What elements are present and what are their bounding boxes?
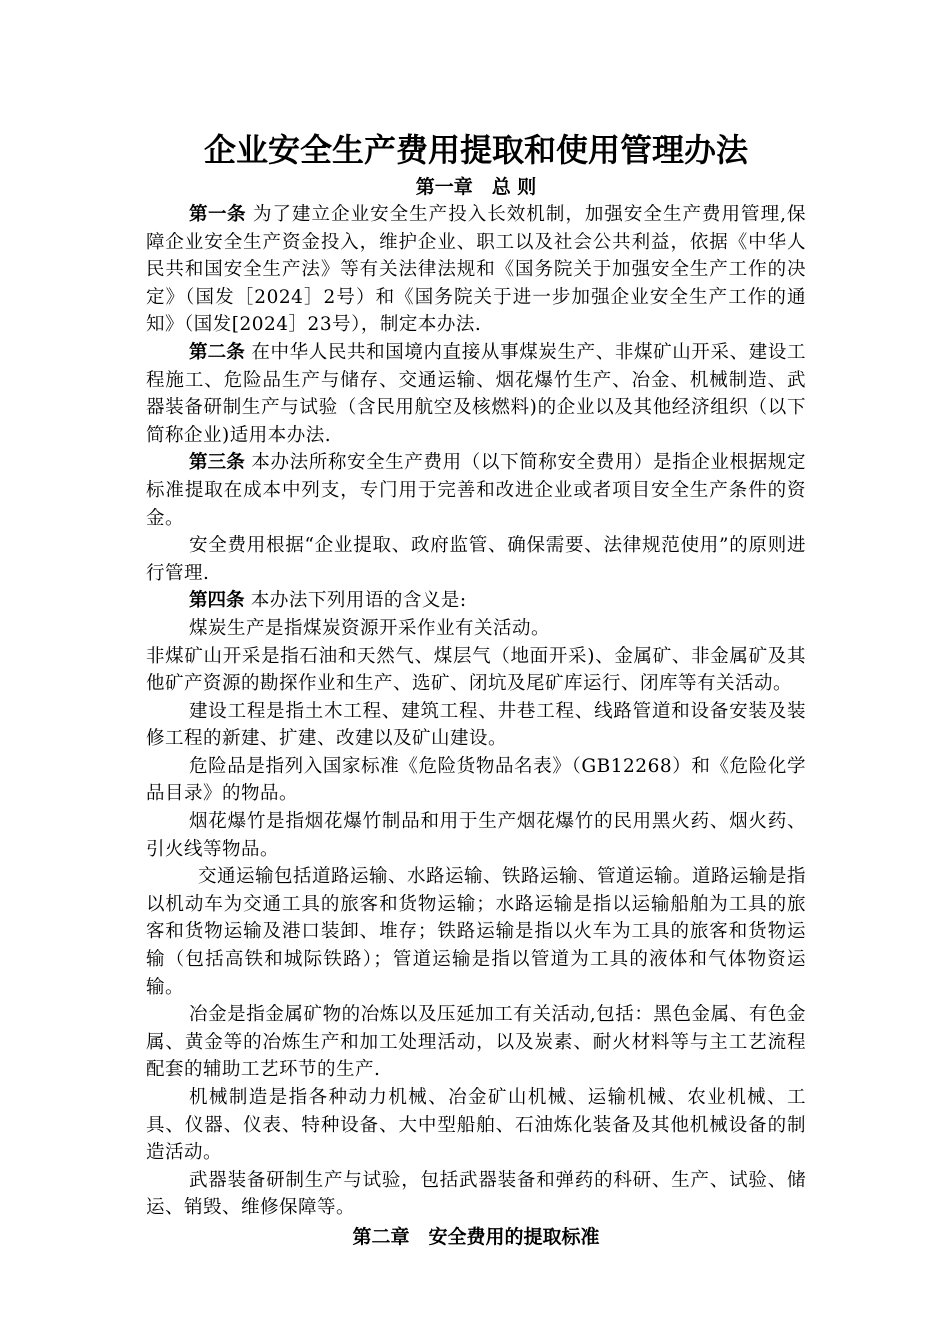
chapter-heading-2: 第二章 安全费用的提取标准 — [352, 1225, 600, 1248]
definition-non-coal-mining: 非煤矿山开采是指石油和天然气、煤层气（地面开采)、金属矿、非金属矿及其他矿产资源的勘探作业和生产、选矿、闭坑及尾矿库运行、闭库等有关活动。 — [146, 645, 806, 695]
definition-fireworks: 烟花爆竹是指烟花爆竹制品和用于生产烟花爆竹的民用黑火药、烟火药、引火线等物品。 — [146, 811, 806, 860]
article-label: 第三条 — [189, 452, 245, 474]
document-title: 企业安全生产费用提取和使用管理办法 — [203, 131, 748, 169]
definition-hazardous-goods: 危险品是指列入国家标准《危险货物品名表》（GB12268）和《危险化学品目录》的物品。 — [146, 755, 806, 805]
article-label: 第二条 — [189, 341, 245, 363]
chapter-heading-1: 第一章 总 则 — [415, 176, 537, 198]
definition-construction: 建设工程是指土木工程、建筑工程、井巷工程、线路管道和设备安装及装修工程的新建、扩建、改建以及矿山建设。 — [146, 700, 806, 750]
article-label: 第一条 — [189, 204, 247, 225]
definition-metallurgy: 冶金是指金属矿物的冶炼以及压延加工有关活动,包括：黑色金属、有色金属、黄金等的冶炼生产和加工处理活动，以及炭素、耐火材料等与主工艺流程配套的辅助工艺环节的生产. — [146, 1004, 806, 1081]
article-label: 第四条 — [189, 590, 245, 612]
article-text: 本办法下列用语的含义是: — [244, 590, 467, 612]
article-text: 为了建立企业安全生产投入长效机制，加强安全生产费用管理,保障企业安全生产资金投入，维护企业、职工以及社会公共利益，依据《中华人民共和国安全生产法》等有关法律法规和《国务院关于加强安全生产工作的决定》（国发［2024］2号）和《国务院关于进一步加强企业安全生产工作的通知》（国发[2024］23号），制定本办法. — [146, 204, 806, 336]
article-3-paragraph: 安全费用根据“企业提取、政府监管、确保需要、法律规范使用”的原则进行管理. — [146, 535, 806, 584]
document-page — [146, 128, 806, 1250]
definition-machinery: 机械制造是指各种动力机械、冶金矿山机械、运输机械、农业机械、工具、仪器、仪表、特种设备、大中型船舶、石油炼化装备及其他机械设备的制造活动。 — [146, 1087, 806, 1164]
definition-coal: 煤炭生产是指煤炭资源开采作业有关活动。 — [189, 617, 551, 639]
article-3 — [146, 449, 806, 532]
definition-weapons: 武器装备研制生产与试验，包括武器装备和弹药的科研、生产、试验、储运、销毁、维修保障等。 — [146, 1169, 806, 1219]
article-text: 本办法所称安全生产费用（以下简称安全费用）是指企业根据规定标准提取在成本中列支，专门用于完善和改进企业或者项目安全生产条件的资金。 — [146, 452, 806, 529]
article-1 — [146, 201, 806, 339]
article-4 — [146, 587, 806, 615]
article-text: 在中华人民共和国境内直接从事煤炭生产、非煤矿山开采、建设工程施工、危险品生产与储存、交通运输、烟花爆竹生产、冶金、机械制造、武器装备研制生产与试验（含民用航空及核燃料)的企业以及其他经济组织（以下简称企业)适用本办法. — [146, 341, 806, 446]
definition-transport: 交通运输包括道路运输、水路运输、铁路运输、管道运输。道路运输是指以机动车为交通工具的旅客和货物运输；水路运输是指以运输船舶为工具的旅客和货物运输及港口装卸、堆存；铁路运输是指以火车为工具的旅客和货物运输（包括高铁和城际铁路）；管道运输是指以管道为工具的液体和气体物资运输。 — [146, 866, 807, 998]
article-2 — [146, 339, 806, 449]
